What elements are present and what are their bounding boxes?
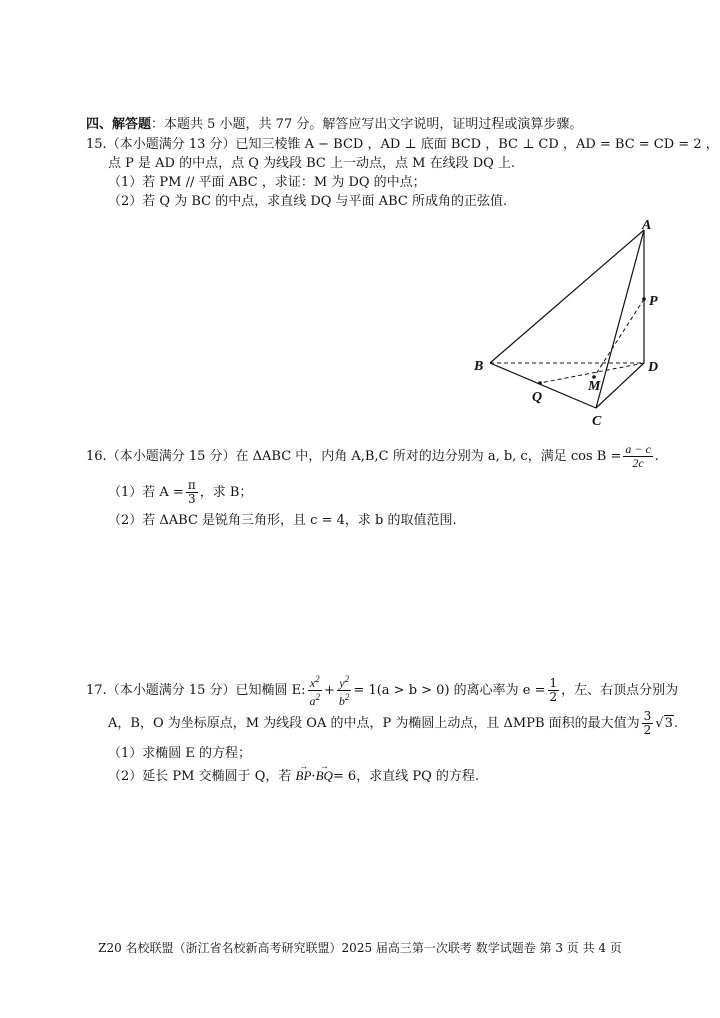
q17-part2: [108, 767, 479, 786]
edge-CD: [596, 363, 644, 408]
label-Q: Q: [532, 390, 543, 405]
q16-number: 16.: [86, 449, 107, 464]
q17-line2: A，B，O 为坐标原点，M 为线段 OA 的中点，P 为椭圆上动点，且 ΔMPB 面积的最大值为 $\frac{3}{2}$ √3.: [108, 709, 678, 737]
q16-line1: [86, 442, 659, 472]
q17-max-sqrt: 3: [664, 716, 673, 731]
q17-line2-text: A，B，O 为坐标原点，M 为线段 OA 的中点，P 为椭圆上动点，且 ΔMPB 面积的最大值为: [108, 716, 640, 731]
label-P: P: [649, 294, 658, 309]
label-D: D: [648, 360, 659, 375]
label-B: B: [474, 359, 484, 374]
q15-part1: （1）若 PM // 平面 ABC ，求证：M 为 DQ 的中点；: [108, 175, 426, 190]
q17-max-num: 3: [643, 709, 652, 723]
q17-max-fraction: [642, 710, 654, 737]
q17-x-fraction: $\frac{x^2}{a^2}$: [309, 674, 321, 708]
q17-part2-end: = 6，求直线 PQ 的方程.: [332, 769, 480, 784]
q15-stem-1: 已知三棱锥 A − BCD ，AD ⊥ 底面 BCD ，BC ⊥ CD ，AD = BC = CD = 2 ，: [235, 137, 719, 152]
q16-frac-num: a − c: [625, 442, 651, 456]
point-P: [642, 297, 646, 301]
q17-dot: ·: [311, 769, 316, 784]
q17-lead: 已知椭圆 E:: [235, 683, 306, 698]
q17-y-fraction: $\frac{y^2}{b^2}$: [338, 674, 350, 708]
section-heading: [86, 116, 582, 134]
edge-AB: [490, 230, 644, 363]
q17-number: 17.: [86, 683, 107, 698]
page-footer: Z20 名校联盟（浙江省名校新高考研究联盟）2025 届高三第一次联考 数学试题卷 第 3 页 共 4 页: [98, 941, 622, 955]
q16-stem-end: .: [654, 449, 659, 464]
section-intro: ：本题共 5 小题，共 77 分。解答应写出文字说明，证明过程或演算步骤。: [151, 117, 583, 132]
section-title: 四、解答题: [86, 117, 152, 132]
edge-AC: [596, 230, 644, 408]
label-M: M: [588, 379, 601, 394]
q16-part1: [108, 478, 252, 508]
q15-meta: （本小题满分 13 分）: [106, 137, 236, 152]
label-C: C: [592, 414, 602, 429]
q16-part1-num: π: [187, 478, 196, 492]
segment-PM-hidden: [594, 299, 644, 377]
q17-after-e: ，左、右顶点分别为: [561, 683, 679, 698]
q16-frac-den: 2c: [632, 456, 644, 470]
q17-e-den: 2: [549, 690, 558, 704]
q16-part1-text: （1）若 A =: [108, 485, 184, 500]
q17-part1: （1）求椭圆 E 的方程；: [108, 746, 252, 761]
q17-line1: 17.（本小题满分 15 分）已知椭圆 E: $\frac{x^2}{a^2}$ + $\frac{y^2}{b^2}$ = 1(a > b > 0) 的离心率为 e = $\frac{1}{2}$ ，左、右顶点分别为: [86, 674, 679, 708]
tetrahedron-figure: [460, 215, 690, 430]
q16-stem: 在 ΔABC 中，内角 A,B,C 所对的边分别为 a, b, c，满足 cos B =: [235, 449, 622, 464]
q16-meta: （本小题满分 15 分）: [106, 449, 236, 464]
edge-BC: [490, 363, 596, 408]
q17-vector-BQ: → BQ: [316, 767, 333, 785]
q15-number: 15.: [86, 137, 107, 152]
q16-cosB-fraction: [623, 443, 652, 470]
q17-vector-BP: → BP: [296, 767, 312, 785]
q17-e-num: 1: [549, 676, 558, 690]
q15-part2: （2）若 Q 为 BC 的中点，求直线 DQ 与平面 ABC 所成角的正弦值.: [108, 194, 508, 209]
q17-line2-end: .: [673, 716, 678, 731]
q16-part1-end: ，求 B；: [199, 485, 253, 500]
q17-e-fraction: [548, 677, 560, 704]
label-A: A: [642, 218, 652, 233]
point-Q: [538, 381, 542, 385]
q16-part2: （2）若 ΔABC 是锐角三角形，且 c = 4，求 b 的取值范围.: [108, 513, 457, 528]
q17-meta: （本小题满分 15 分）: [106, 683, 236, 698]
q17-eq-tail: = 1(a > b > 0) 的离心率为 e =: [353, 683, 546, 698]
q17-max-den: 2: [643, 723, 652, 737]
q15-line2: 点 P 是 AD 的中点，点 Q 为线段 BC 上一动点，点 M 在线段 DQ 上.: [108, 156, 516, 171]
q16-part1-den: 3: [187, 492, 196, 506]
q15-line1: [86, 136, 719, 154]
q17-part2-text: （2）延长 PM 交椭圆于 Q，若: [108, 769, 292, 784]
q16-part1-fraction: [186, 479, 198, 506]
